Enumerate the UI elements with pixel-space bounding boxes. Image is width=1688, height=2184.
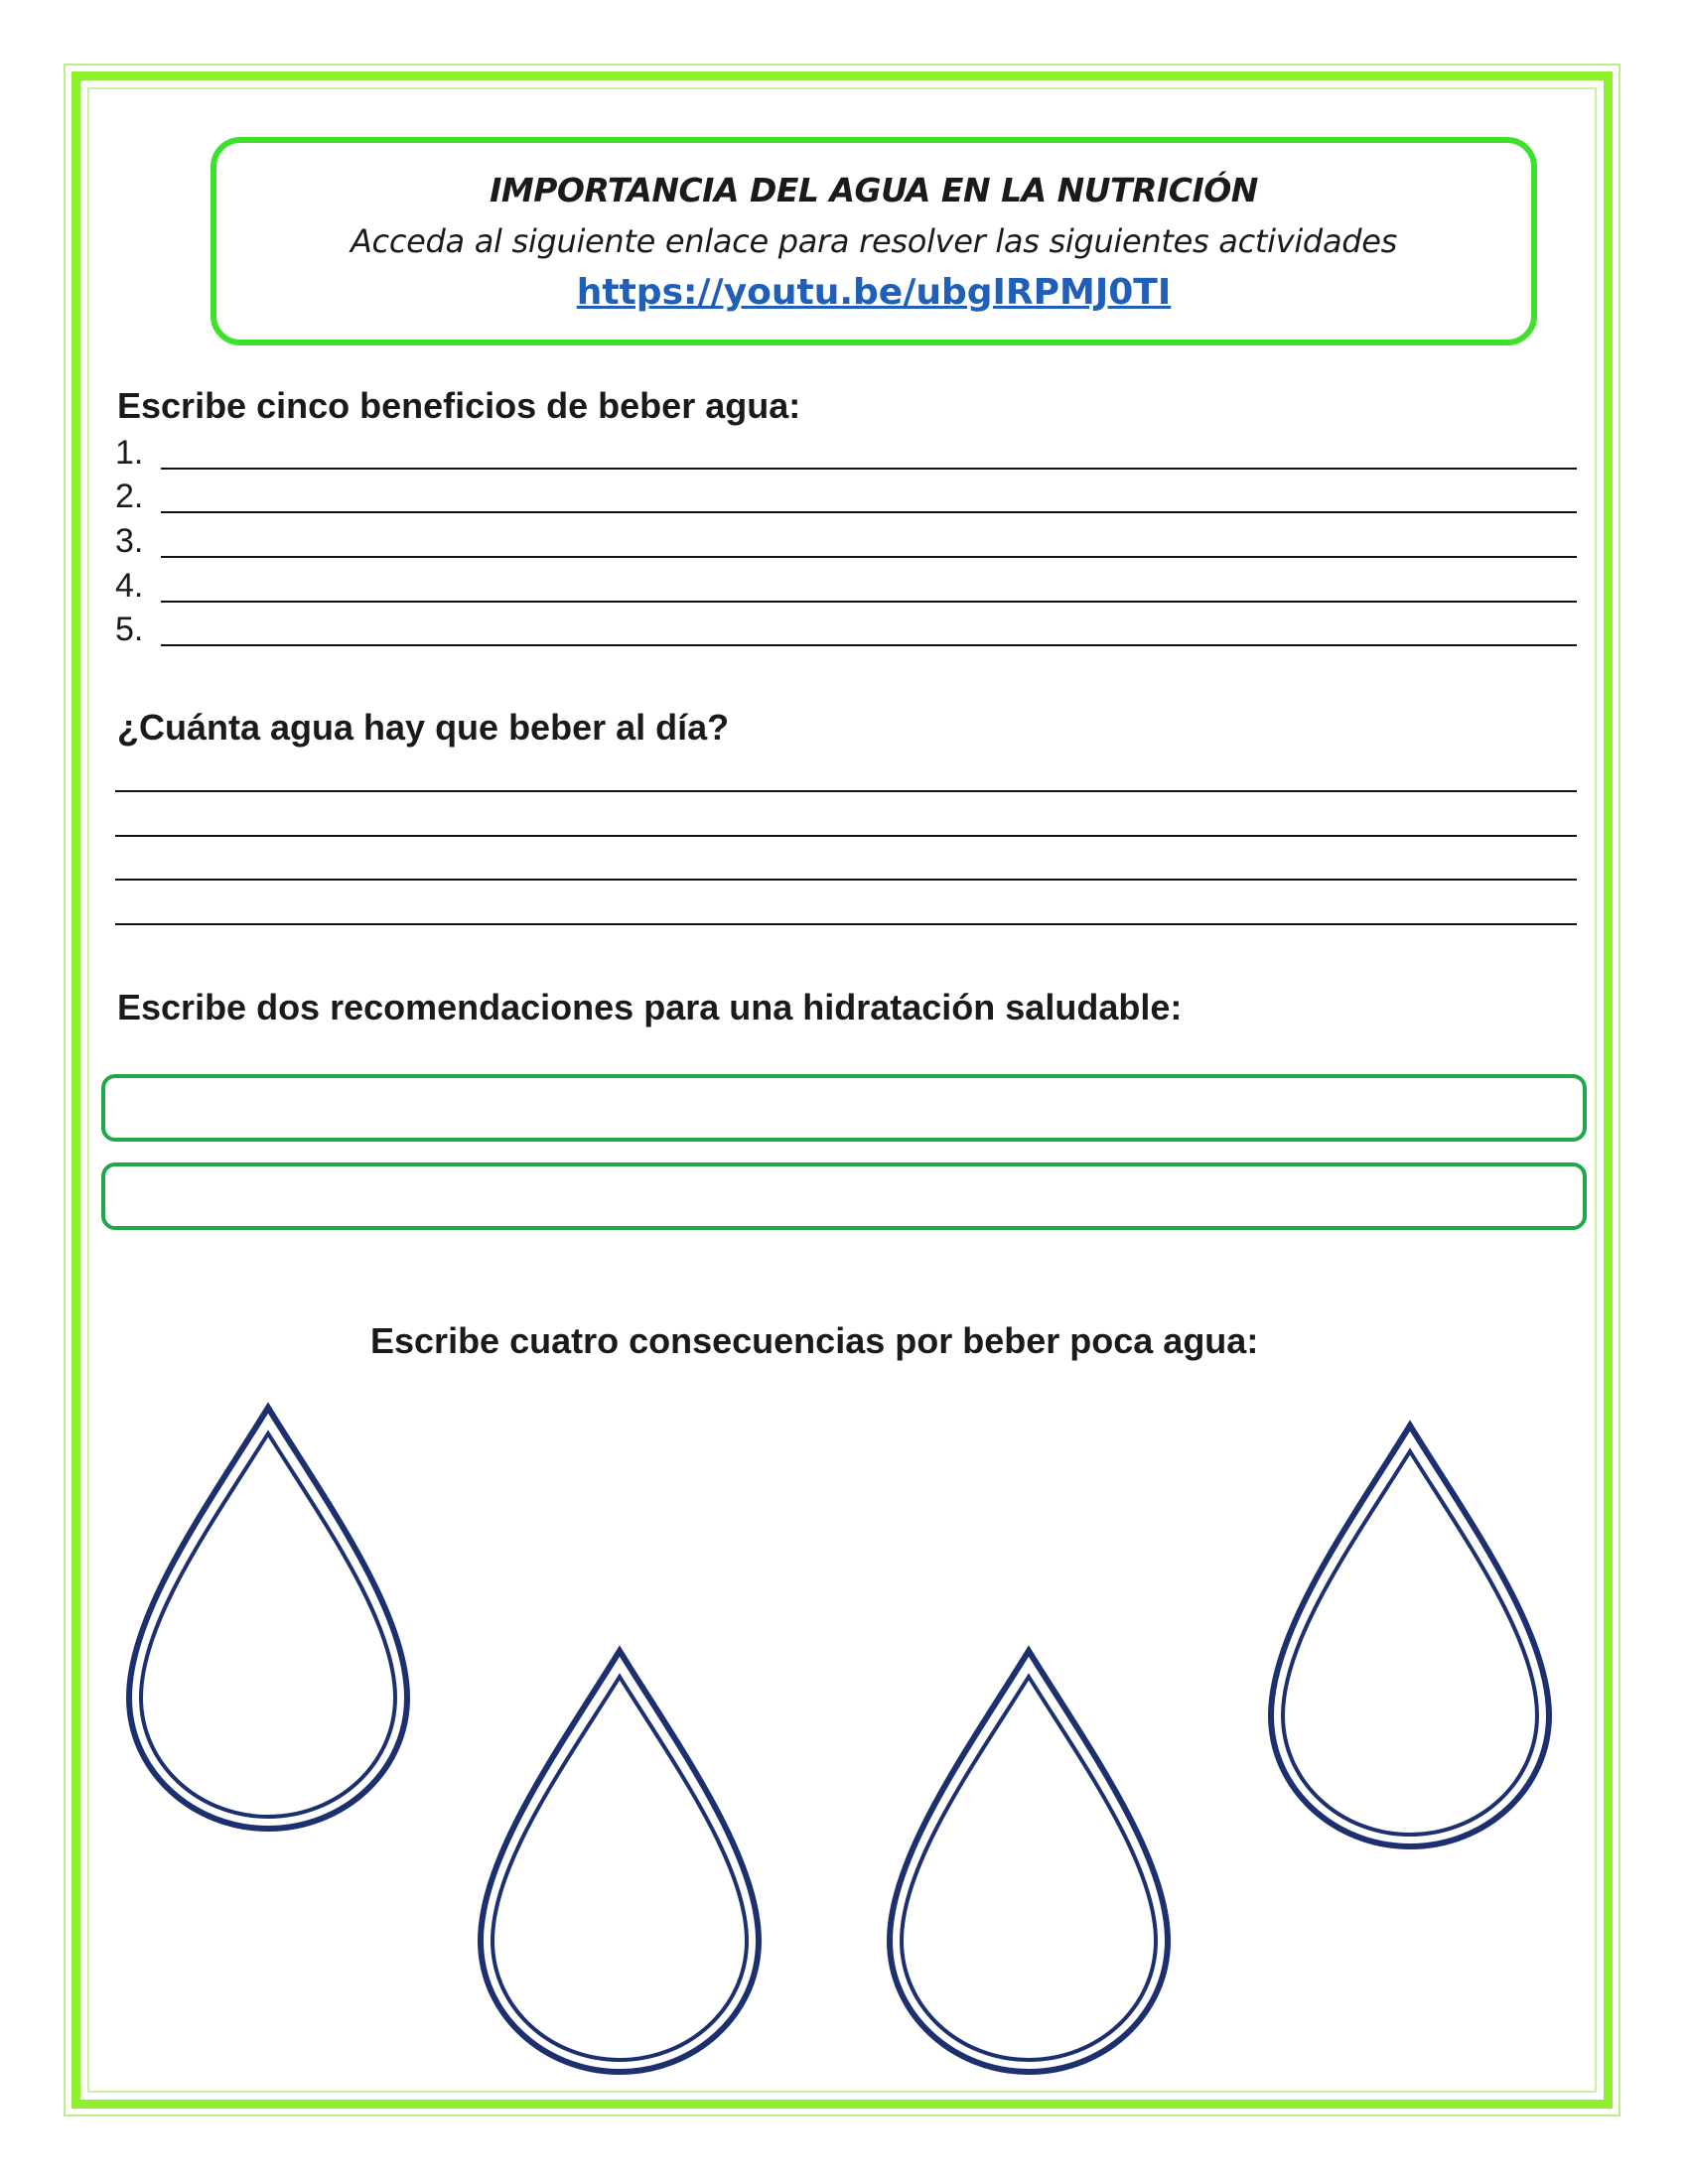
water-drop-icon[interactable] <box>890 1651 1168 2072</box>
question-daily-amount: ¿Cuánta agua hay que beber al día? <box>117 707 730 748</box>
item-number: 5. <box>115 611 144 648</box>
instructions-text: Acceda al siguiente enlace para resolver las siguientes actividades <box>350 222 1398 260</box>
water-drop-icon[interactable] <box>481 1651 759 2072</box>
question-recommendations: Escribe dos recomendaciones para una hidratación saludable: <box>117 987 1183 1027</box>
water-drop-icon[interactable] <box>129 1408 407 1829</box>
item-number: 4. <box>115 567 144 605</box>
item-number: 1. <box>115 434 144 472</box>
item-number: 3. <box>115 522 144 560</box>
water-drop-icon[interactable] <box>1271 1426 1549 1846</box>
video-link[interactable]: https://youtu.be/ubgIRPMJ0TI <box>576 272 1172 313</box>
question-consequences: Escribe cuatro consecuencias por beber poca agua: <box>370 1320 1259 1361</box>
question-benefits: Escribe cinco beneficios de beber agua: <box>117 385 801 426</box>
item-number: 2. <box>115 478 144 515</box>
page-title: IMPORTANCIA DEL AGUA EN LA NUTRICIÓN <box>490 171 1258 209</box>
